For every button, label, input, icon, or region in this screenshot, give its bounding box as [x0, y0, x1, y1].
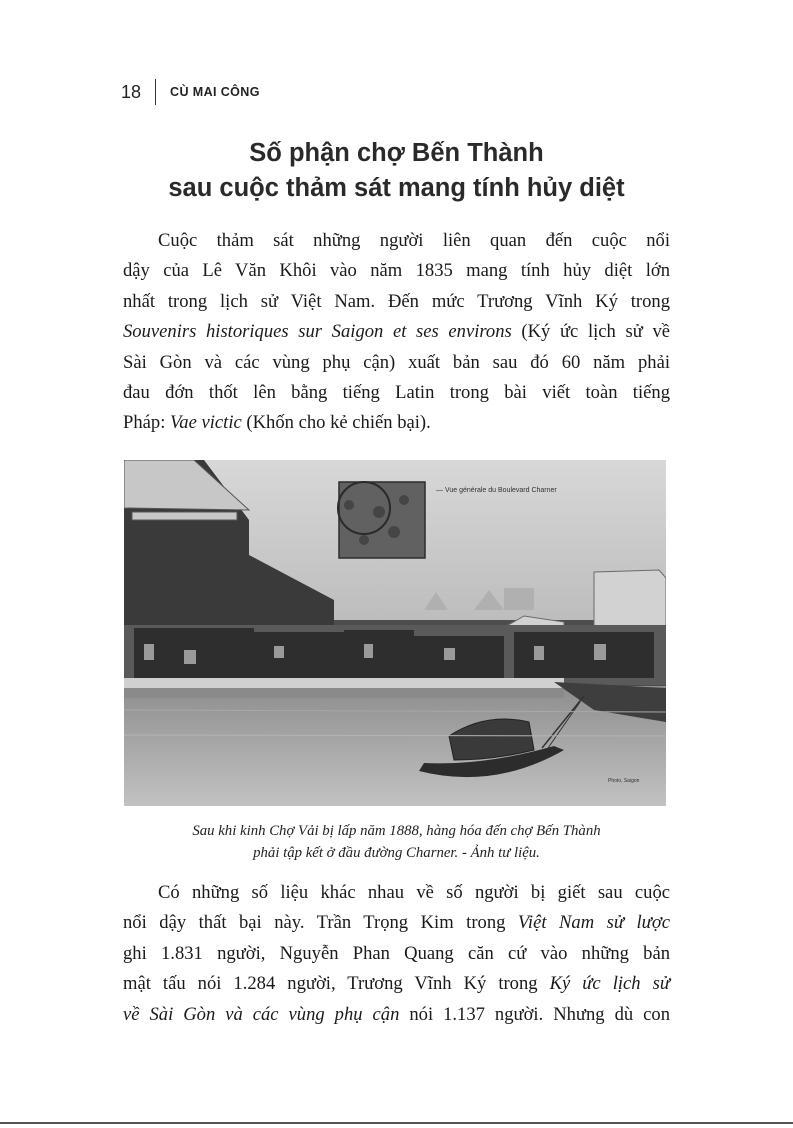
title-line-1: Số phận chợ Bến Thành	[249, 139, 544, 167]
postcard-label: — Vue générale du Boulevard Charner	[436, 487, 557, 494]
text-line: Cuộc thảm sát những người liên quan đến cuộc nổi	[158, 230, 670, 251]
caption-line-2: phải tập kết ở đầu đường Charner. - Ảnh tư liệu.	[253, 845, 540, 861]
paragraph-2	[123, 878, 670, 1030]
page-number: 18	[121, 81, 142, 102]
book-title-italic: Việt Nam sử lược	[517, 912, 670, 934]
text-line: dậy của Lê Văn Khôi vào năm 1835 mang tính hủy diệt lớn	[123, 260, 670, 282]
text-line: nổi dậy thất bại này. Trần Trọng Kim trong Việt Nam sử lược	[123, 912, 670, 934]
text-line: Sài Gòn và các vùng phụ cận) xuất bản sau đó 60 năm phải	[123, 351, 670, 373]
chapter-title	[100, 136, 693, 206]
book-title-italic: Ký ức lịch sử	[549, 973, 670, 995]
bottom-rule	[0, 1122, 793, 1124]
publisher-mark: Photo, Saigon	[608, 778, 640, 784]
text-line: Souvenirs historiques sur Saigon et ses environs (Ký ức lịch sử về	[123, 321, 670, 343]
book-title-italic: về Sài Gòn và các vùng phụ cận	[123, 1003, 400, 1025]
title-line-2: sau cuộc thảm sát mang tính hủy diệt	[168, 174, 625, 202]
text-line: Pháp: Vae victic (Khốn cho kẻ chiến bại).	[123, 412, 431, 434]
text-line: mật tấu nói 1.284 người, Trương Vĩnh Ký trong Ký ức lịch sử	[123, 973, 670, 995]
text-line: về Sài Gòn và các vùng phụ cận nói 1.137 người. Nhưng dù con	[123, 1003, 670, 1025]
running-header	[121, 78, 260, 106]
text-line: đau đớn thốt lên bằng tiếng Latin trong bài viết toàn tiếng	[123, 381, 670, 403]
photo-caption	[100, 820, 693, 864]
paragraph-1	[123, 226, 670, 439]
header-divider	[155, 79, 156, 105]
text-line: nhất trong lịch sử Việt Nam. Đến mức Trương Vĩnh Ký trong	[123, 290, 670, 312]
latin-phrase-italic: Vae victic	[170, 412, 242, 434]
caption-line-1: Sau khi kinh Chợ Vải bị lấp năm 1888, hàng hóa đến chợ Bến Thành	[192, 823, 601, 839]
author-name: CÙ MAI CÔNG	[170, 85, 260, 99]
book-title-italic: Souvenirs historiques sur Saigon et ses environs	[123, 321, 512, 343]
text-line: Có những số liệu khác nhau về số người bị giết sau cuộc	[158, 882, 670, 903]
text-line: ghi 1.831 người, Nguyễn Phan Quang căn cứ vào những bản	[123, 942, 670, 964]
historical-photo	[124, 460, 666, 806]
